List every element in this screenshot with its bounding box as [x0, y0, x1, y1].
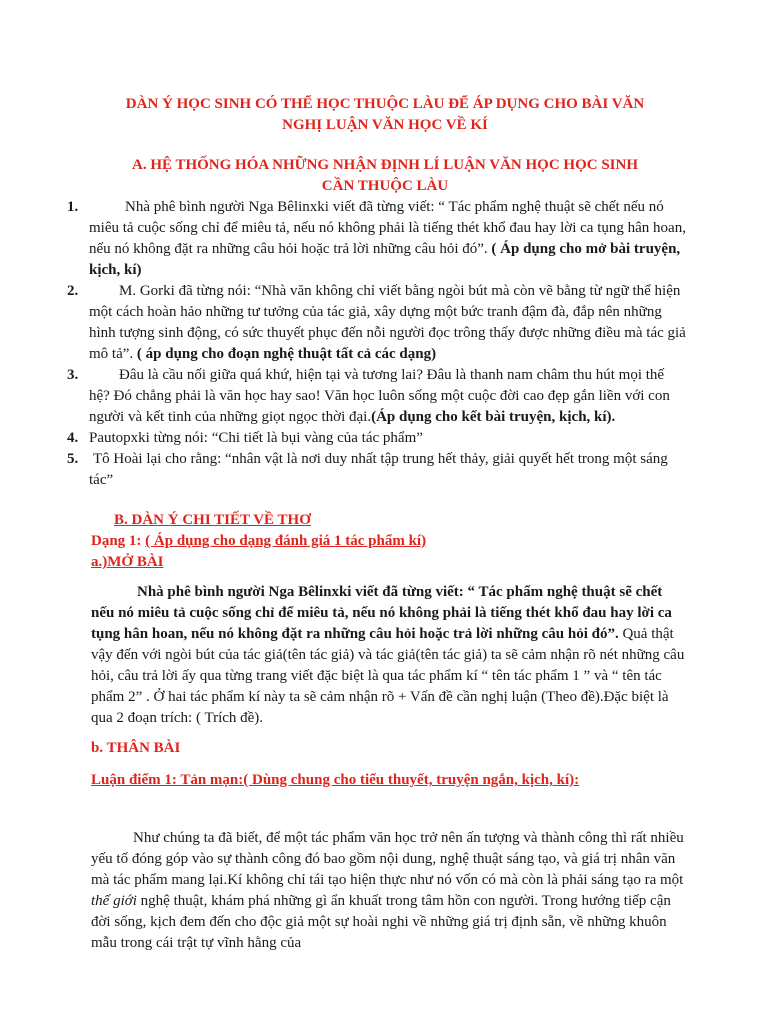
document-title [80, 94, 690, 136]
mo-bai-paragraph [91, 582, 687, 729]
list-item-number: 3. [67, 367, 79, 383]
mo-bai-title: a.)MỞ BÀI [91, 554, 164, 570]
section-b-heading [114, 510, 710, 531]
list-item [67, 365, 687, 428]
theory-list [67, 197, 687, 491]
mo-bai-quote: Nhà phê bình người Nga Bêlinxki viết đã từng viết: “ Tác phẩm nghệ thuật sẽ chết nếu nó miêu tả cuộc sống chỉ để miêu tả, nếu nó không phải là tiếng thét khổ đau hay lời ca tụng hân hoan, nếu nó không đặt ra những câu hỏi hoặc trả lời những câu hỏi đó”. [91, 584, 672, 642]
luan-diem-1-heading [91, 770, 687, 791]
list-item [67, 281, 687, 365]
list-item-note: ( áp dụng cho đoạn nghệ thuật tất cả các dạng) [133, 346, 437, 362]
dang-1-heading [91, 531, 687, 552]
than-bai-paragraph [91, 828, 687, 954]
section-a-line-2: CẦN THUỘC LÀU [321, 178, 449, 194]
list-item [67, 428, 687, 449]
list-item [67, 197, 687, 281]
than-bai-title: b. THÂN BÀI [91, 740, 181, 756]
list-item-number: 5. [67, 451, 79, 467]
list-item-note: (Áp dụng cho kết bài truyện, kịch, kí). [371, 409, 616, 425]
title-line-1: DÀN Ý HỌC SINH CÓ THỂ HỌC THUỘC LÀU ĐỂ ÁP DỤNG CHO BÀI VĂN [125, 96, 645, 112]
than-bai-text-1: Như chúng ta đã biết, để một tác phẩm văn học trở nên ấn tượng và thành công thì rất nhiều yếu tố đóng góp vào sự thành công đó bao gồm nội dung, nghệ thuật sáng tạo, và giá trị nhân văn mà tác phẩm mang lại.Kí không chỉ tái tạo hiện thực như nó vốn có mà còn là phải sáng tạo ra một [91, 830, 684, 888]
luan-diem-1-title: Luận điểm 1: Tản mạn:( Dùng chung cho tiểu thuyết, truyện ngắn, kịch, kí): [91, 772, 580, 788]
section-a-line-1: A. HỆ THỐNG HÓA NHỮNG NHẬN ĐỊNH LÍ LUẬN VĂN HỌC HỌC SINH [131, 157, 639, 173]
mo-bai-text: Quả thật vậy đến với ngòi bút của tác giả(tên tác giả) và tác giả(tên tác giả) ta sẽ cảm nhận rõ nét những câu hỏi, câu trả lời ấy qua từng trang viết đặc biệt là qua tác phẩm kí “ tên tác phẩm 1 ” và “ tên tác phẩm 2” . Ở hai tác phẩm kí này ta sẽ cảm nhận rõ + Vấn đề cần nghị luận (Theo đề).Đặc biệt là qua 2 đoạn trích: ( Trích đề). [91, 626, 685, 726]
title-line-2: NGHỊ LUẬN VĂN HỌC VỀ KÍ [282, 117, 488, 133]
than-bai-italic: thế giới [91, 893, 137, 909]
list-item-text: Tô Hoài lại cho rằng: “nhân vật là nơi duy nhất tập trung hết thảy, giải quyết hết trong một sáng tác” [89, 451, 668, 488]
section-a-heading [80, 155, 690, 197]
list-item-text: Đâu là cầu nối giữa quá khứ, hiện tại và tương lai? Đâu là thanh nam châm thu hút mọi thế hệ? Đó chẳng phải là văn học hay sao! Văn học luôn sống một cuộc đời cao đẹp gắn liền với con người và kết tinh của những giọt ngọc thời đại. [89, 367, 670, 425]
list-item [67, 449, 687, 491]
list-item-text: Nhà phê bình người Nga Bêlinxki viết đã từng viết: “ Tác phẩm nghệ thuật sẽ chết nếu nó miêu tả cuộc sống chỉ để miêu tả, nếu nó không phải là tiếng thét khổ đau hay lời ca tụng hân hoan, nếu nó không đặt ra những câu hỏi hoặc trả lời những câu hỏi đó”. [89, 199, 686, 257]
list-item-note: ( Áp dụng cho mở bài truyện, kịch, kí) [89, 241, 681, 278]
list-item-number: 4. [67, 430, 79, 446]
section-b-title: B. DÀN Ý CHI TIẾT VỀ THƠ [114, 512, 311, 528]
dang-1-text: ( Áp dụng cho dạng đánh giá 1 tác phẩm kí) [145, 533, 427, 549]
list-item-text: Pautopxki từng nói: “Chi tiết là bụi vàng của tác phẩm” [89, 430, 423, 446]
mo-bai-heading [91, 552, 687, 573]
than-bai-heading [91, 738, 687, 759]
dang-1-prefix: Dạng 1: [91, 533, 146, 549]
list-item-text: M. Gorki đã từng nói: “Nhà văn không chỉ viết bằng ngòi bút mà còn vẽ bằng từ ngữ thể hiện một cách hoàn hảo những tư tưởng của tác giả, xây dựng một bức tranh đậm đà, đắp nên những hình tượng sinh động, có sức thuyết phục đến nỗi người đọc trông thấy được những điều mà tác giả mô tả”. [89, 283, 686, 362]
list-item-number: 2. [67, 283, 79, 299]
than-bai-text-2: nghệ thuật, khám phá những gì ẩn khuất trong tâm hồn con người. Trong hướng tiếp cận đời sống, kịch đem đến cho độc giả một sự hoài nghi về những giá trị định sẵn, về những khuôn mẫu trong cái trật tự vĩnh hằng của [91, 893, 671, 951]
list-item-number: 1. [67, 199, 79, 215]
